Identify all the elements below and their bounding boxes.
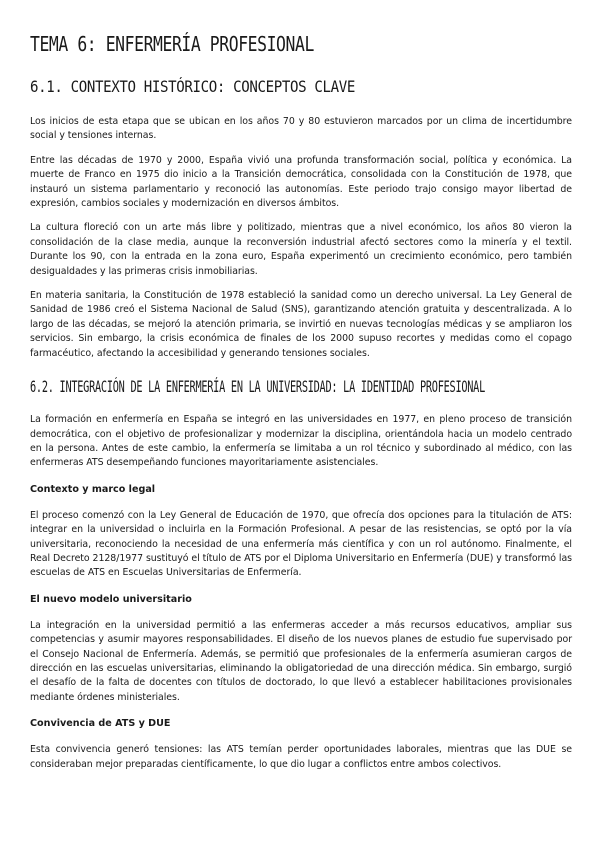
section-1-paragraph: Los inicios de esta etapa que se ubican en los años 70 y 80 estuvieron marcados por un clima de incertidumbre social y tensiones internas. [30,116,572,142]
subsection-heading: Contexto y marco legal [30,483,156,495]
document-title: TEMA 6: ENFERMERÍA PROFESIONAL [30,32,314,56]
subsection-paragraph: Esta convivencia generó tensiones: las ATS temían perder oportunidades laborales, mientras que las DUE se consideraban mejor preparadas científicamente, lo que dio lugar a conflictos entre ambos colectivos. [30,744,572,770]
subsection-paragraph: La integración en la universidad permitió a las enfermeras acceder a más recursos educativos, ampliar sus competencias y asumir mayores responsabilidades. El diseño de los nuevos planes de estudio fue supervisado por el Consejo Nacional de Enfermería. Además, se permitió que profesionales de la enfermería asumieran cargos de dirección en las escuelas universitarias, eliminando la obligatoriedad de una dirección médica. Sin embargo, surgió el desafío de la falta de docentes con títulos de doctorado, lo que llevó a establecer habilitaciones provisionales mediante órdenes ministeriales. [30,619,572,703]
section-1-paragraph: Entre las décadas de 1970 y 2000, España vivió una profunda transformación social, política y económica. La muerte de Franco en 1975 dio inicio a la Transición democrática, consolidada con la Constitución de 1978, que instauró un sistema parlamentario y reconoció las autonomías. Este periodo trajo consigo mayor libertad de expresión, cambios sociales y modernización en diversos ámbitos. [30,154,572,210]
section-2-heading: 6.2. INTEGRACIÓN DE LA ENFERMERÍA EN LA UNIVERSIDAD: LA IDENTIDAD PROFESIONAL [30,377,485,397]
section-1-paragraph: En materia sanitaria, la Constitución de 1978 estableció la sanidad como un derecho universal. La Ley General de Sanidad de 1986 creó el Sistema Nacional de Salud (SNS), garantizando atención gratuita y descentralizada. A lo largo de las décadas, se mejoró la atención primaria, se invirtió en nuevas tecnologías médicas y se ampliaron los servicios. Sin embargo, la crisis económica de finales de los 2000 supuso recortes y medidas como el copago farmacéutico, afectando la accesibilidad y generando tensiones sociales. [30,290,572,359]
subsection-heading: Convivencia de ATS y DUE [30,718,171,730]
section-1-paragraph: La cultura floreció con un arte más libre y politizado, mientras que a nivel económico, los años 80 vieron la consolidación de la clase media, aunque la reconversión industrial afectó sectores como la minería y el textil. Durante los 90, con la entrada en la zona euro, España experimentó un crecimiento económico, pero también desigualdades y las primeras crisis inmobiliarias. [30,222,572,277]
section-1-heading: 6.1. CONTEXTO HISTÓRICO: CONCEPTOS CLAVE [30,77,356,96]
subsection-paragraph: El proceso comenzó con la Ley General de Educación de 1970, que ofrecía dos opciones para la titulación de ATS: integrar en la universidad o incluirla en la Formación Profesional. A pesar de las resistencias, se optó por la vía universitaria, reconociendo la necesidad de una enfermería más científica y con un rol autónomo. Finalmente, el Real Decreto 2128/1977 sustituyó el título de ATS por el Diploma Universitario en Enfermería (DUE) y transformó las escuelas de ATS en Escuelas Universitarias de Enfermería. [30,509,572,579]
subsection-heading: El nuevo modelo universitario [30,593,192,605]
section-2-intro: La formación en enfermería en España se integró en las universidades en 1977, en pleno proceso de transición democrática, con el objetivo de profesionalizar y modernizar la disciplina, orientándola hacia un modelo centrado en la persona. Antes de este cambio, la enfermería se limitaba a un rol técnico y subordinado al médico, con las enfermeras ATS desempeñando funciones mayoritariamente asistenciales. [30,414,572,469]
